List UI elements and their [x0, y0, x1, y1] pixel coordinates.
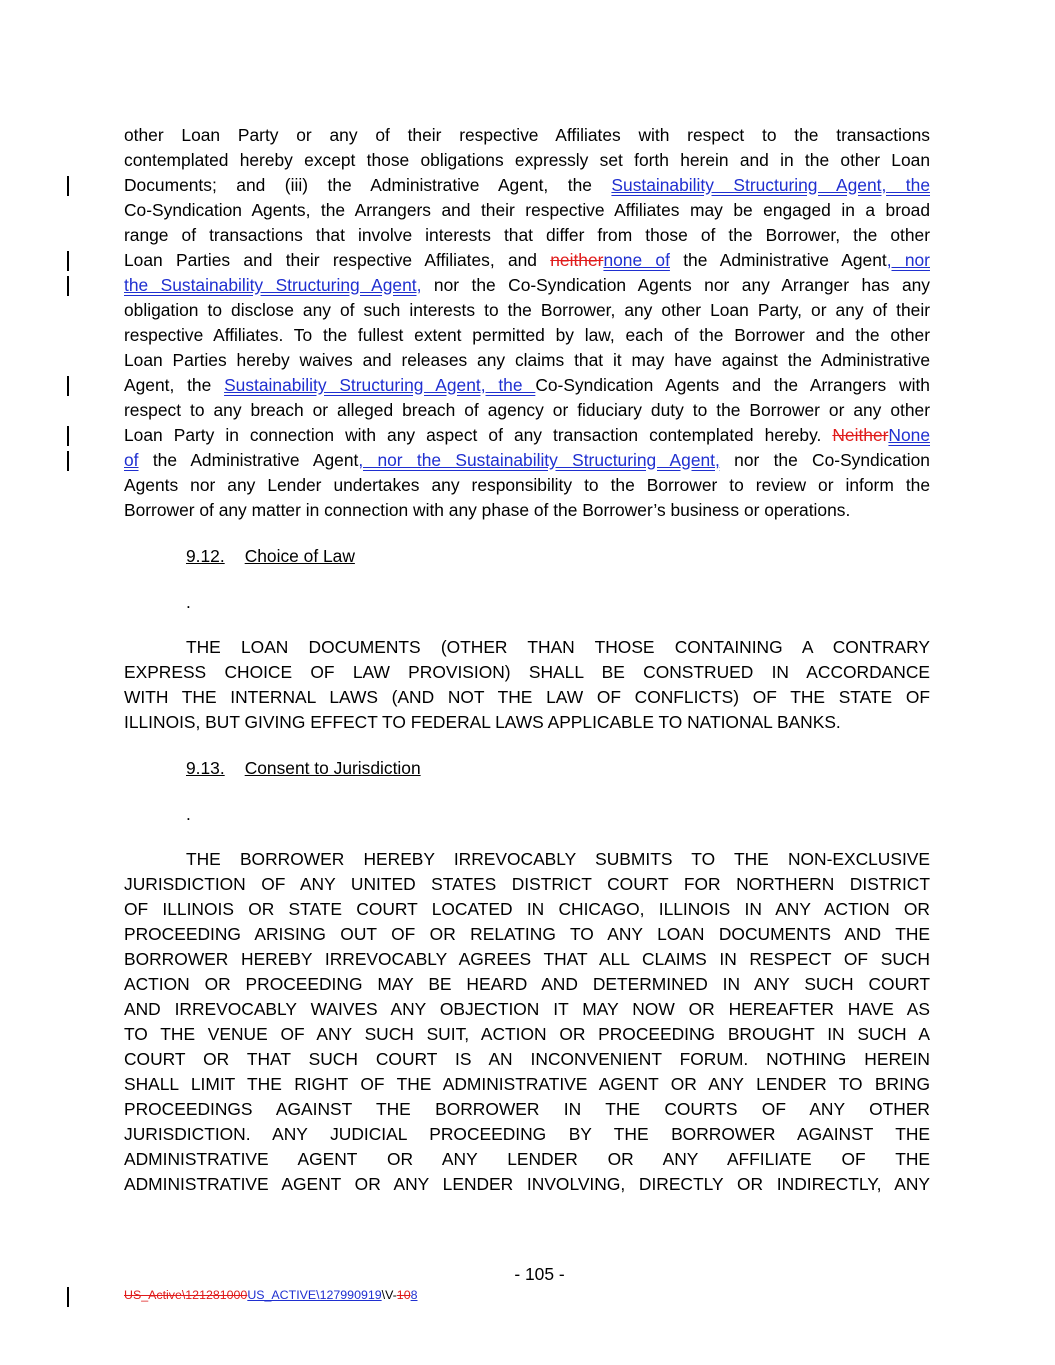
change-bar [67, 251, 69, 271]
paragraph-line: range of transactions that involve interests that differ from those of the Borrower, the other [124, 225, 930, 245]
paragraph-line: Documents; and (iii) the Administrative Agent, the Sustainability Structuring Agent, the [124, 175, 930, 195]
page-number: - 105 - [514, 1264, 565, 1284]
change-bar [67, 276, 69, 296]
document-id: US_Active\121281000US_ACTIVE\127990919\V-108 [124, 1288, 418, 1302]
caps-line: COURT OR THAT SUCH COURT IS AN INCONVENIENT FORUM. NOTHING HEREIN [124, 1049, 930, 1069]
paragraph-line: respect to any breach or alleged breach of agency or fiduciary duty to the Borrower or any other [124, 400, 930, 420]
caps-line: TO THE VENUE OF ANY SUCH SUIT, ACTION OR PROCEEDING BROUGHT IN SUCH A [124, 1024, 930, 1044]
caps-line: ACTION OR PROCEEDING MAY BE HEARD AND DETERMINED IN ANY SUCH COURT [124, 974, 930, 994]
inserted-text: , nor the Sustainability Structuring Agent, [358, 450, 720, 470]
inserted-text: US_ACTIVE\127990919 [247, 1288, 382, 1302]
change-bar [67, 426, 69, 446]
inserted-text: Sustainability Structuring Agent, the [224, 375, 536, 395]
section-heading-9-13 [186, 756, 421, 781]
caps-line: AND IRREVOCABLY WAIVES ANY OBJECTION IT MAY NOW OR HEREAFTER HAVE AS [124, 999, 930, 1019]
section-dot: . [186, 804, 191, 824]
paragraph-line: of the Administrative Agent, nor the Sustainability Structuring Agent, nor the Co-Syndication [124, 450, 930, 470]
paragraph-line: obligation to disclose any of such interests to the Borrower, any other Loan Party, or any of their [124, 300, 930, 320]
inserted-text: , nor [886, 250, 930, 270]
caps-line: PROCEEDING ARISING OUT OF OR RELATING TO ANY LOAN DOCUMENTS AND THE [124, 924, 930, 944]
inserted-text: None [888, 425, 930, 445]
inserted-text: Sustainability Structuring Agent, the [611, 175, 930, 195]
caps-line: PROCEEDINGS AGAINST THE BORROWER IN THE COURTS OF ANY OTHER [124, 1099, 930, 1119]
paragraph-line: contemplated hereby except those obligations expressly set forth herein and in the other Loan [124, 150, 930, 170]
change-bar [67, 376, 69, 396]
paragraph-line: Loan Party in connection with any aspect of any transaction contemplated hereby. NeitherNone [124, 425, 930, 445]
section-number: 9.12. [186, 546, 225, 566]
change-bar [67, 1287, 69, 1307]
section-dot: . [186, 592, 191, 612]
caps-line: BORROWER HEREBY IRREVOCABLY AGREES THAT ALL CLAIMS IN RESPECT OF SUCH [124, 949, 930, 969]
inserted-text: of [124, 450, 139, 470]
section-title: Choice of Law [244, 546, 355, 566]
caps-line: JURISDICTION OF ANY UNITED STATES DISTRICT COURT FOR NORTHERN DISTRICT [124, 874, 930, 894]
deleted-text: US_Active\121281000 [124, 1288, 248, 1302]
section-title: Consent to Jurisdiction [244, 758, 421, 778]
caps-line: ADMINISTRATIVE AGENT OR ANY LENDER OR ANY AFFILIATE OF THE [124, 1149, 930, 1169]
paragraph-line: Agents nor any Lender undertakes any responsibility to the Borrower to review or inform the [124, 475, 930, 495]
paragraph-line: Loan Parties hereby waives and releases any claims that it may have against the Administrative [124, 350, 930, 370]
paragraph-line: the Sustainability Structuring Agent, nor the Co-Syndication Agents nor any Arranger has any [124, 275, 930, 295]
change-bar [67, 176, 69, 196]
caps-line: EXPRESS CHOICE OF LAW PROVISION) SHALL BE CONSTRUED IN ACCORDANCE [124, 662, 930, 682]
caps-line: ADMINISTRATIVE AGENT OR ANY LENDER INVOLVING, DIRECTLY OR INDIRECTLY, ANY [124, 1174, 930, 1194]
paragraph-line: Borrower of any matter in connection with any phase of the Borrower’s business or operations. [124, 500, 851, 520]
change-bar [67, 451, 69, 471]
caps-line: WITH THE INTERNAL LAWS (AND NOT THE LAW OF CONFLICTS) OF THE STATE OF [124, 687, 930, 707]
caps-line: OF ILLINOIS OR STATE COURT LOCATED IN CHICAGO, ILLINOIS IN ANY ACTION OR [124, 899, 930, 919]
section-heading-9-12 [186, 544, 355, 569]
deleted-text: neither [550, 250, 604, 270]
deleted-text: Neither [832, 425, 889, 445]
caps-line: THE BORROWER HEREBY IRREVOCABLY SUBMITS TO THE NON-EXCLUSIVE [186, 849, 930, 869]
caps-line: SHALL LIMIT THE RIGHT OF THE ADMINISTRATIVE AGENT OR ANY LENDER TO BRING [124, 1074, 930, 1094]
caps-line: JURISDICTION. ANY JUDICIAL PROCEEDING BY THE BORROWER AGAINST THE [124, 1124, 930, 1144]
inserted-text: 8 [410, 1288, 418, 1302]
deleted-text: 10 [396, 1288, 411, 1302]
caps-line: ILLINOIS, BUT GIVING EFFECT TO FEDERAL LAWS APPLICABLE TO NATIONAL BANKS. [124, 712, 841, 732]
section-number: 9.13. [186, 758, 225, 778]
paragraph-line: other Loan Party or any of their respective Affiliates with respect to the transactions [124, 125, 930, 145]
paragraph-line: respective Affiliates. To the fullest extent permitted by law, each of the Borrower and the other [124, 325, 930, 345]
paragraph-line: Loan Parties and their respective Affiliates, and neithernone of the Administrative Agent, nor [124, 250, 930, 270]
inserted-text: none of [603, 250, 670, 270]
paragraph-line: Agent, the Sustainability Structuring Agent, the Co-Syndication Agents and the Arrangers with [124, 375, 930, 395]
caps-line: THE LOAN DOCUMENTS (OTHER THAN THOSE CONTAINING A CONTRARY [186, 637, 930, 657]
inserted-text: the Sustainability Structuring Agent, [124, 275, 422, 295]
paragraph-line: Co-Syndication Agents, the Arrangers and their respective Affiliates may be engaged in a broad [124, 200, 930, 220]
